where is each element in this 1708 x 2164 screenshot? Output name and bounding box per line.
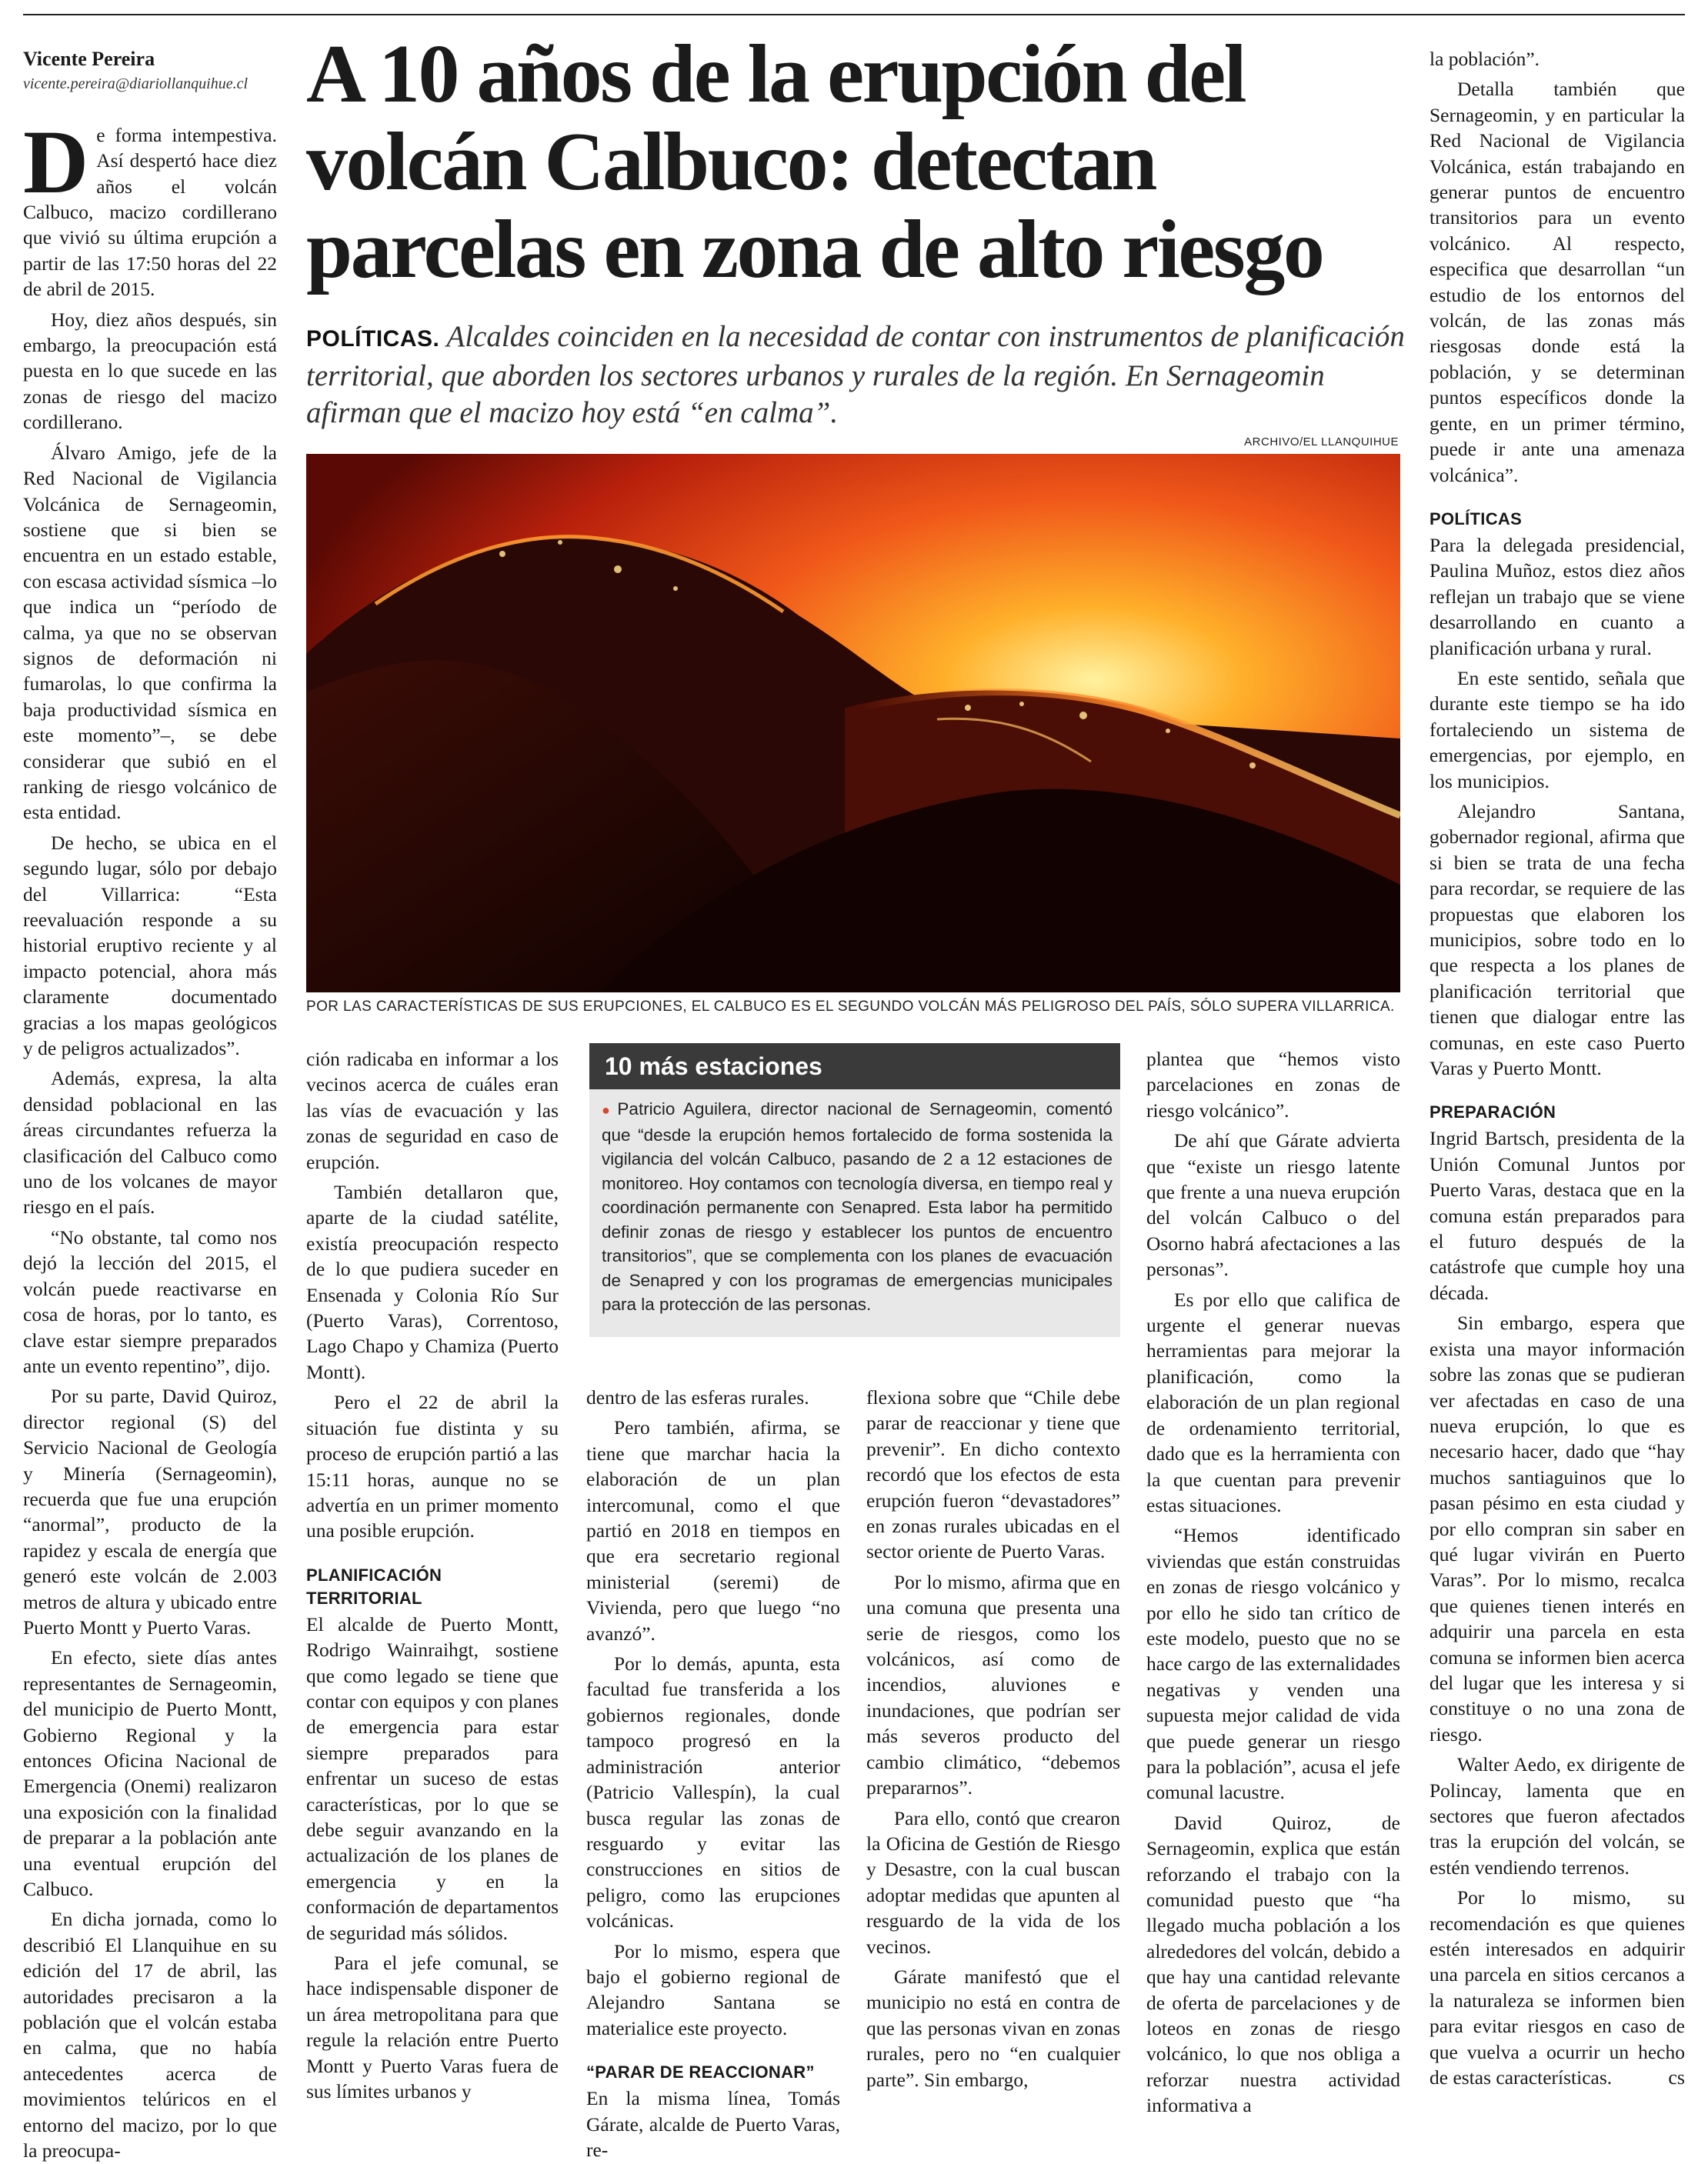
paragraph: Gárate manifestó que el municipio no está en contra de que las personas vivan en zonas rurales, pero no “en cualquier parte”. Sin embargo, <box>866 1965 1120 2091</box>
paragraph: Pero el 22 de abril la situación fue distinta y su proceso de erupción partió a las 15:11 horas, aunque no se advertía en un primer momento una posible erupción. <box>306 1391 559 1542</box>
paragraph: Walter Aedo, ex dirigente de Polincay, lamenta que en sectores que fueron afectados tras la erupción del volcán, se estén vendiendo terrenos. <box>1429 1753 1685 1879</box>
paragraph: De hecho, se ubica en el segundo lugar, sólo por debajo del Villarrica: “Esta reevaluación responde a su historial eruptivo reciente y al impacto potencial, ahora más claramente documentado gracias a los mapas geológicos y de peligros actualizados”. <box>23 831 277 1060</box>
headline: A 10 años de la erupción del volcán Calbuco: detectan parcelas en zona de alto riesgo <box>306 28 1323 295</box>
drop-cap: D <box>23 111 89 212</box>
lead-paragraph: De forma intempestiva. Así despertó hace diez años el volcán Calbuco, macizo cordillerano que vivió su última erupción a partir de las 17:50 horas del 22 de abril de 2015. <box>23 111 277 301</box>
paragraph: Por lo mismo, afirma que en una comuna que presenta una serie de riesgos, como los volcánicos, así como de incendios, aluviones e inundaciones, que podrían ser más severos producto del cambio climático, “debemos prepararnos”. <box>866 1570 1120 1799</box>
paragraph: También detallaron que, aparte de la ciudad satélite, existía preocupación respecto de lo que pudiera suceder en Ensenada y Colonia Río Sur (Puerto Varas), Correntoso, Lago Chapo y Chamiza (Puerto Montt). <box>306 1181 559 1383</box>
paragraph: En este sentido, señala que durante este tiempo se ha ido fortaleciendo un sistema de emergencias, por ejemplo, en los municipios. <box>1429 666 1685 792</box>
column-1 <box>23 46 277 2164</box>
paragraph: ción radicaba en informar a los vecinos acerca de cuáles eran las vías de evacuación y las zonas de seguridad en caso de erupción. <box>306 1048 559 1173</box>
paragraph: Álvaro Amigo, jefe de la Red Nacional de Vigilancia Volcánica de Sernageomin, sostiene que si bien se encuentra en un estado estable, con escasa actividad sísmica –lo que indica un “período de calma, ya que no se observan signos de deformación ni fumarolas, lo que confirma la baja productividad sísmica en este momento”–, se debe considerar que subió en el ranking de riesgo volcánico de esta entidad. <box>23 441 277 824</box>
paragraph: la población”. <box>1429 48 1540 70</box>
top-rule <box>23 14 1685 15</box>
paragraph: En la misma línea, Tomás Gárate, alcalde de Puerto Varas, re- <box>586 2087 840 2161</box>
photo-caption: POR LAS CARACTERÍSTICAS DE SUS ERUPCIONES, EL CALBUCO ES EL SEGUNDO VOLCÁN MÁS PELIGROSO DEL PAÍS, SÓLO SUPERA VILLARRICA. <box>306 999 1395 1015</box>
paragraph: Para ello, contó que crearon la Oficina de Gestión de Riesgo y Desastre, con la cual buscan adoptar medidas que apunten al resguardo de la vida de los vecinos. <box>866 1806 1120 1958</box>
paragraph: Por lo mismo, espera que bajo el gobierno regional de Alejandro Santana se materialice este proyecto. <box>586 1939 840 2039</box>
paragraph: David Quiroz, de Sernageomin, explica que están reforzando el trabajo con la comunidad puesto que “ha llegado mucha población a los alrededores del volcán, debido a que hay una cantidad relevante de oferta de parcelaciones y de loteos en zonas de riesgo volcánico, lo que nos obliga a reforzar nuestra actividad informativa a <box>1146 1811 1400 2117</box>
subhead-preparacion: PREPARACIÓN <box>1429 1102 1556 1122</box>
volcano-eruption-photo <box>306 454 1400 992</box>
bullet-icon: ● <box>602 1102 615 1118</box>
sidebar-title: 10 más estaciones <box>589 1043 1120 1089</box>
paragraph: flexiona sobre que “Chile debe parar de reaccionar y tiene que prevenir”. En dicho contexto recordó que los efectos de esta erupción fueron “devastadores” en zonas rurales ubicadas en el sector oriente de Puerto Varas. <box>866 1386 1120 1563</box>
subhead-politicas: POLÍTICAS <box>1429 508 1523 528</box>
paragraph: Hoy, diez años después, sin embargo, la preocupación está puesta en lo que sucede en las zonas de riesgo del macizo cordillerano. <box>23 308 277 434</box>
paragraph: De ahí que Gárate advierta que “existe un riesgo latente que frente a una nueva erupción del volcán Calbuco o del Osorno habrá afectaciones a las personas”. <box>1146 1129 1400 1281</box>
column-4 <box>866 1385 1120 2092</box>
deck <box>306 318 1414 432</box>
paragraph: En efecto, siete días antes representantes de Sernageomin, del municipio de Puerto Montt, Gobierno Regional y la entonces Oficina Nacional de Emergencia (Onemi) realizaron una exposición con la finalidad de preparar a la población ante una eventual erupción del Calbuco. <box>23 1646 277 1901</box>
paragraph: En dicha jornada, como lo describió El Llanquihue en su edición del 17 de abril, las autoridades precisaron a la población que el volcán estaba en calma, que no había antecedentes acerca de movimientos telúricos en el entorno del macizo, por lo que la preocupa- <box>23 1908 277 2162</box>
paragraph: plantea que “hemos visto parcelaciones en zonas de riesgo volcánico”. <box>1146 1048 1400 1122</box>
paragraph: Por su parte, David Quiroz, director regional (S) del Servicio Nacional de Geología y Minería (Sernageomin), recuerda que fue una erupción “anormal”, producto de la rapidez y escala de energía que generó este volcán de 2.003 metros de altura y ubicado entre Puerto Montt y Puerto Varas. <box>23 1385 277 1639</box>
paragraph: Además, expresa, la alta densidad poblacional en las áreas circundantes refuerza la clasificación del Calbuco como uno de los volcanes de mayor riesgo en el país. <box>23 1067 277 1219</box>
column-3 <box>586 1385 840 2162</box>
paragraph: Por lo mismo, su recomendación es que quienes estén interesados en adquirir una parcela en sitios cercanos a la naturaleza se informen bien para evitar riesgos en caso de que vuelva a ocurrir un hecho de estas características. cs <box>1429 1885 1685 2090</box>
paragraph: “No obstante, tal como nos dejó la lección del 2015, el volcán puede reactivarse en cosa de horas, por lo tanto, es clave estar siempre preparados ante un evento repentino”, dijo. <box>23 1225 277 1377</box>
paragraph: Alejandro Santana, gobernador regional, afirma que si bien se trata de una fecha para recordar, se requiere de las propuestas que elaboren los municipios, sobre todo en lo que respecta a los planes de planificación territorial que tienen que dialogar entre las comunas, en este caso Puerto Varas y Puerto Montt. <box>1429 799 1685 1080</box>
paragraph: Es por ello que califica de urgente el generar nuevas herramientas para mejorar la planificación, como la elaboración de un plan regional de ordenamiento territorial, dado que es la herramienta con la que cuentan para prevenir estas situaciones. <box>1146 1288 1400 1516</box>
subhead-planificacion: PLANIFICACIÓN TERRITORIAL <box>306 1565 442 1608</box>
paragraph: “Hemos identificado viviendas que están construidas en zonas de riesgo volcánico y por ello he sido tan crítico de este modelo, puesto que no se hace cargo de las externalidades negativas y venden una supuesta mejor calidad de vida que puede generar un riesgo para la población”, acusa el jefe comunal lacustre. <box>1146 1524 1400 1804</box>
paragraph: Para el jefe comunal, se hace indispensable disponer de un área metropolitana para que regule la relación entre Puerto Montt y Puerto Varas fuera de sus límites urbanos y <box>306 1952 559 2103</box>
photo-credit: ARCHIVO/EL LLANQUIHUE <box>1244 435 1399 448</box>
paragraph: Detalla también que Sernageomin, y en particular la Red Nacional de Vigilancia Volcánica, están trabajando en generar puntos de encuentro transitorios para un evento volcánico. Al respecto, especifica que desarrollan “un estudio de los entornos del volcán, de las zonas más riesgosas donde está la población, y se determinan puntos específicos donde la gente, en un primer término, puede ir ante una amenaza volcánica”. <box>1429 78 1685 486</box>
paragraph: Por lo demás, apunta, esta facultad fue transferida a los gobiernos regionales, donde tampoco progresó en la administración anterior (Patricio Vallespín), la cual busca regular las zonas de resguardo y evitar las construcciones en sitios de peligro, como las erupciones volcánicas. <box>586 1652 840 1932</box>
paragraph: Para la delegada presidencial, Paulina Muñoz, estos diez años reflejan un trabajo que se viene desarrollando en cuanto a planificación urbana y rural. <box>1429 533 1685 659</box>
column-5 <box>1146 1046 1400 2119</box>
paragraph: Pero también, afirma, se tiene que marchar hacia la elaboración de un plan intercomunal, como el que partió en 2018 en tiempos en que era secretario regional ministerial (seremi) de Vivienda, pero que luego “no avanzó”. <box>586 1416 840 1645</box>
paragraph: El alcalde de Puerto Montt, Rodrigo Wainraihgt, sostiene que como legado se tiene que contar con equipos y con planes de emergencia para estar siempre preparados para enfrentar un suceso de estas características, por lo que se debe seguir avanzando en la actualización de los planes de emergencia y en la conformación de departamentos de seguridad más sólidos. <box>306 1612 559 1944</box>
end-mark-icon: cs <box>1668 2066 1685 2089</box>
sidebar-box <box>589 1043 1120 1337</box>
paragraph: Sin embargo, espera que exista una mayor información sobre las zonas que se pudieran ver afectadas en caso de una nueva erupción, lo que es necesario hacer, dado que “hay muchos santiaguinos que lo pasan pésimo en esta ciudad y por ello compran sin saber en qué lugar vivirán en Puerto Varas”. Por lo mismo, recalca que quienes tienen interés en adquirir una parcela en esta comuna se informen bien acerca del lugar que les interesa y si constituye o no una zona de riesgo. <box>1429 1312 1685 1746</box>
sidebar-body: ● Patricio Aguilera, director nacional de Sernageomin, comentó que “desde la erupción hemos fortalecido de forma sostenida la vigilancia del volcán Calbuco, pasando de 2 a 12 estaciones de monitoreo. Hoy contamos con tecnología diversa, en tiempo real y coordinación permanente con Senapred. Esta labor ha permitido definir zonas de riesgo y establecer los puntos de encuentro transitorios”, que se complementa con los planes de evacuación de Senapred y con los programas de emergencias municipales para la protección de las personas. <box>602 1099 1113 1314</box>
byline-name: Vicente Pereira <box>23 48 155 70</box>
byline-email: vicente.pereira@diariollanquihue.cl <box>23 75 249 93</box>
column-2 <box>306 1046 559 2104</box>
deck-text: Alcaldes coinciden en la necesidad de contar con instrumentos de planificación territorial, que aborden los sectores urbanos y rurales de la región. En Sernageomin afirman que el macizo hoy está “en calma”. <box>306 320 1405 429</box>
paragraph: Ingrid Bartsch, presidenta de la Unión Comunal Juntos por Puerto Varas, destaca que en la comuna están preparados para el futuro después de la catástrofe que cumple hoy una década. <box>1429 1127 1685 1304</box>
deck-kicker: POLÍTICAS. <box>306 326 440 352</box>
paragraph: dentro de las esferas rurales. <box>586 1386 809 1409</box>
column-6 <box>1429 46 1685 2090</box>
subhead-parar: “PARAR DE REACCIONAR” <box>586 2062 815 2082</box>
